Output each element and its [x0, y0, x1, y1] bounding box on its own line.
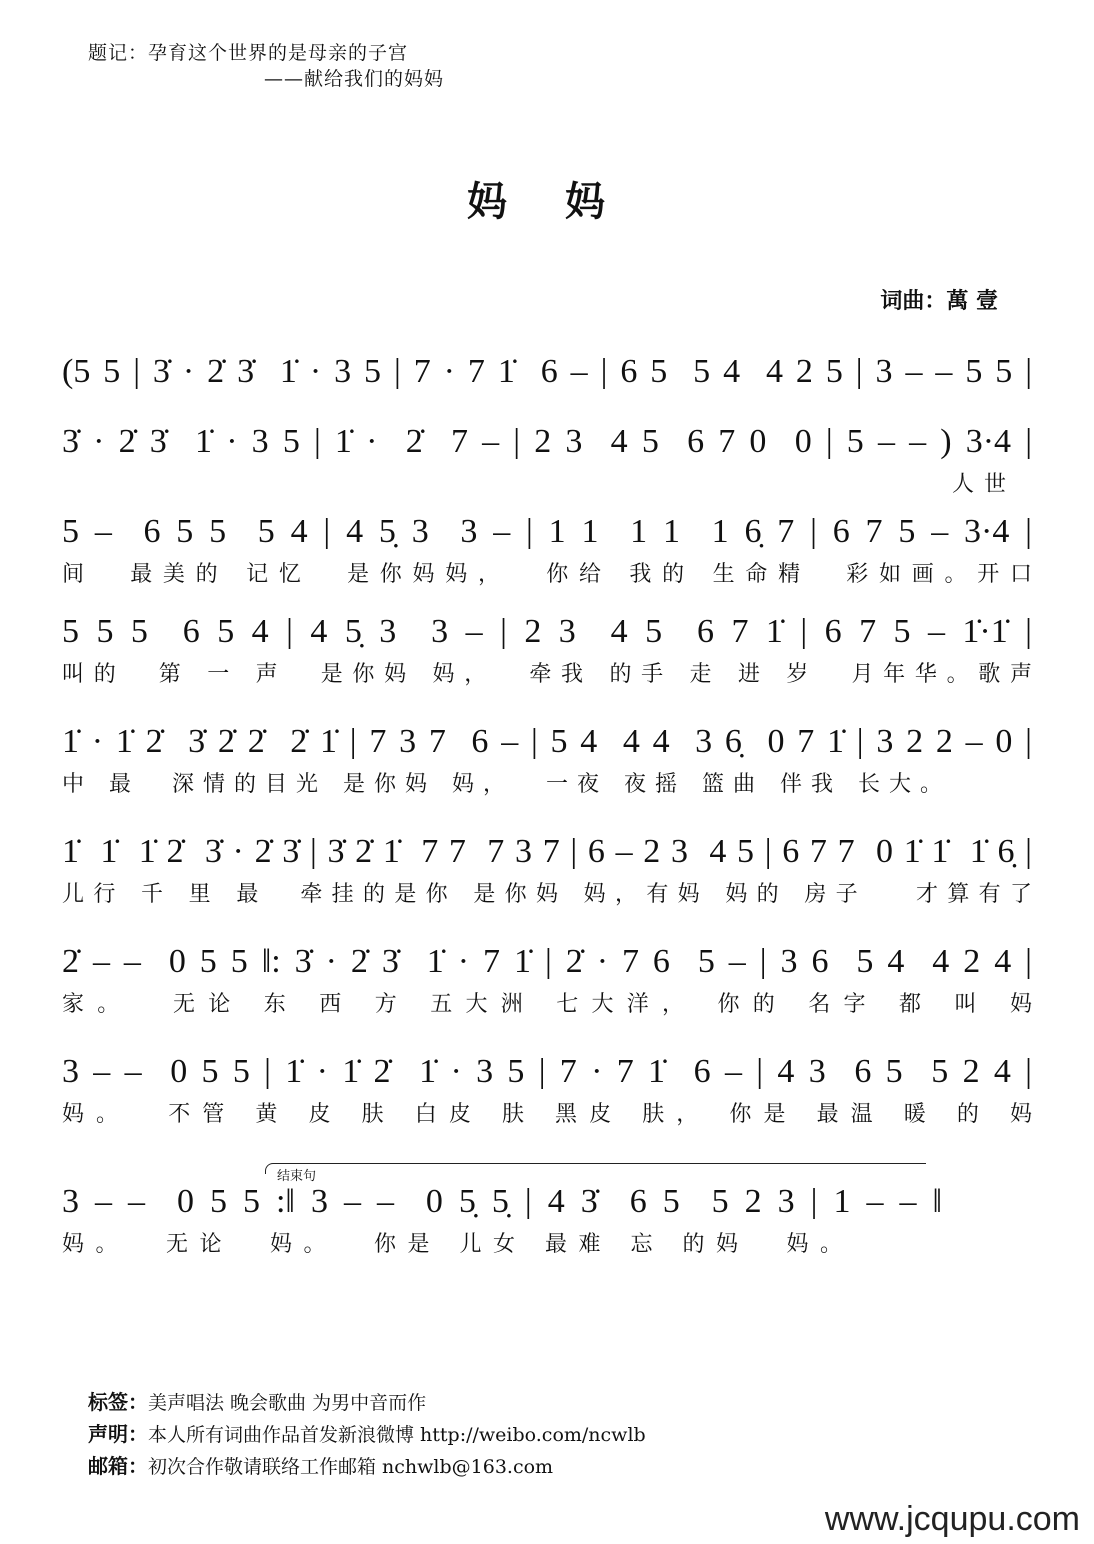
song-title: 妈 妈	[467, 178, 627, 225]
footer-statement	[88, 1418, 646, 1447]
footer-email	[88, 1450, 553, 1479]
notation-row-4: 5 5 5 6 5 4 | 4 5̣ 3 3 – | 2 3 4 5 6 7 1̇ | 6 7 5 – 1̇·1̇ |	[62, 613, 1032, 650]
footer-tags	[88, 1386, 426, 1415]
notation-row-5: 1̇ · 1̇ 2̇ 3̇ 2̇ 2̇ 2̇ 1̇ | 7 3 7 6 – | 5 4 4 4 3 6̣ 0 7 1̇ | 3 2 2 – 0 |	[62, 723, 1032, 760]
lyrics-row-5: 中 最 深情的目光 是你妈 妈， 一夜 夜摇 篮曲 伴我 长大。	[62, 772, 942, 797]
notation-row-2: 3̇ · 2̇ 3̇ 1̇ · 3 5 | 1̇ · 2̇ 7 – | 2 3 4 5 6 7 0 0 | 5 – – ) 3·4 |	[62, 423, 1032, 460]
dedication-line-1: 题记：孕育这个世界的是母亲的子宫	[88, 42, 409, 64]
lyrics-row-2: 人世	[952, 472, 1017, 497]
ending-bracket	[265, 1163, 926, 1174]
lyrics-row-6: 儿行 千 里 最 牵挂的是你 是你妈 妈，有妈 妈的 房子 才算有了	[62, 882, 1032, 907]
lyrics-row-9: 妈。 无论 妈。 你是 儿女 最难 忘 的妈 妈。	[62, 1232, 842, 1257]
notation-row-1: (5 5 | 3̇ · 2̇ 3̇ 1̇ · 3 5 | 7 · 7 1̇ 6 – | 6 5 5 4 4 2 5 | 3 – – 5 5 |	[62, 353, 1032, 390]
email-label: 邮箱：	[88, 1454, 148, 1478]
lyrics-row-8: 妈。 不管 黄 皮 肤 白皮 肤 黑皮 肤， 你是 最温 暖 的 妈	[62, 1102, 1032, 1127]
tags-label: 标签：	[88, 1390, 148, 1414]
statement-label: 声明：	[88, 1422, 148, 1446]
composer-credit: 词曲：萬 壹	[880, 288, 998, 314]
notation-row-9: 3 – – 0 5 5 :‖ 3 – – 0 5̣ 5̣ | 4 3̇ 6 5 5 2 3 | 1 – – ‖	[62, 1183, 942, 1220]
email-text: 初次合作敬请联络工作邮箱 nchwlb@163.com	[148, 1456, 554, 1478]
watermark: www.jcqupu.com	[824, 1500, 1080, 1538]
ending-label: 结束句	[277, 1169, 317, 1184]
tags-text: 美声唱法 晚会歌曲 为男中音而作	[148, 1392, 427, 1414]
notation-row-7: 2̇ – – 0 5 5 ‖: 3̇ · 2̇ 3̇ 1̇ · 7 1̇ | 2̇ · 7 6 5 – | 3 6 5 4 4 2 4 |	[62, 943, 1032, 980]
notation-row-3: 5 – 6 5 5 5 4 | 4 5̣ 3 3 – | 1 1 1 1 1 6̣ 7 | 6 7 5 – 3·4 |	[62, 513, 1032, 550]
notation-row-6: 1̇ 1̇ 1̇ 2̇ 3̇ · 2̇ 3̇ | 3̇ 2̇ 1̇ 7 7 7 3 7 | 6 – 2 3 4 5 | 6 7 7 0 1̇ 1̇ 1̇ 6̣ |	[62, 833, 1032, 870]
statement-text: 本人所有词曲作品首发新浪微博 http://weibo.com/ncwlb	[148, 1424, 646, 1446]
dedication-line-2: ——献给我们的妈妈	[264, 68, 445, 90]
notation-row-8: 3 – – 0 5 5 | 1̇ · 1̇ 2̇ 1̇ · 3 5 | 7 · 7 1̇ 6 – | 4 3 6 5 5 2 4 |	[62, 1053, 1032, 1090]
lyrics-row-7: 家。 无论 东 西 方 五大洲 七大洋， 你的 名字 都 叫 妈	[62, 992, 1032, 1017]
lyrics-row-3: 间 最美的 记忆 是你妈妈， 你给 我的 生命精 彩如画。开口	[62, 562, 1032, 587]
lyrics-row-4: 叫的 第 一 声 是你妈 妈， 牵我 的手 走 进 岁 月年华。歌声	[62, 662, 1032, 687]
